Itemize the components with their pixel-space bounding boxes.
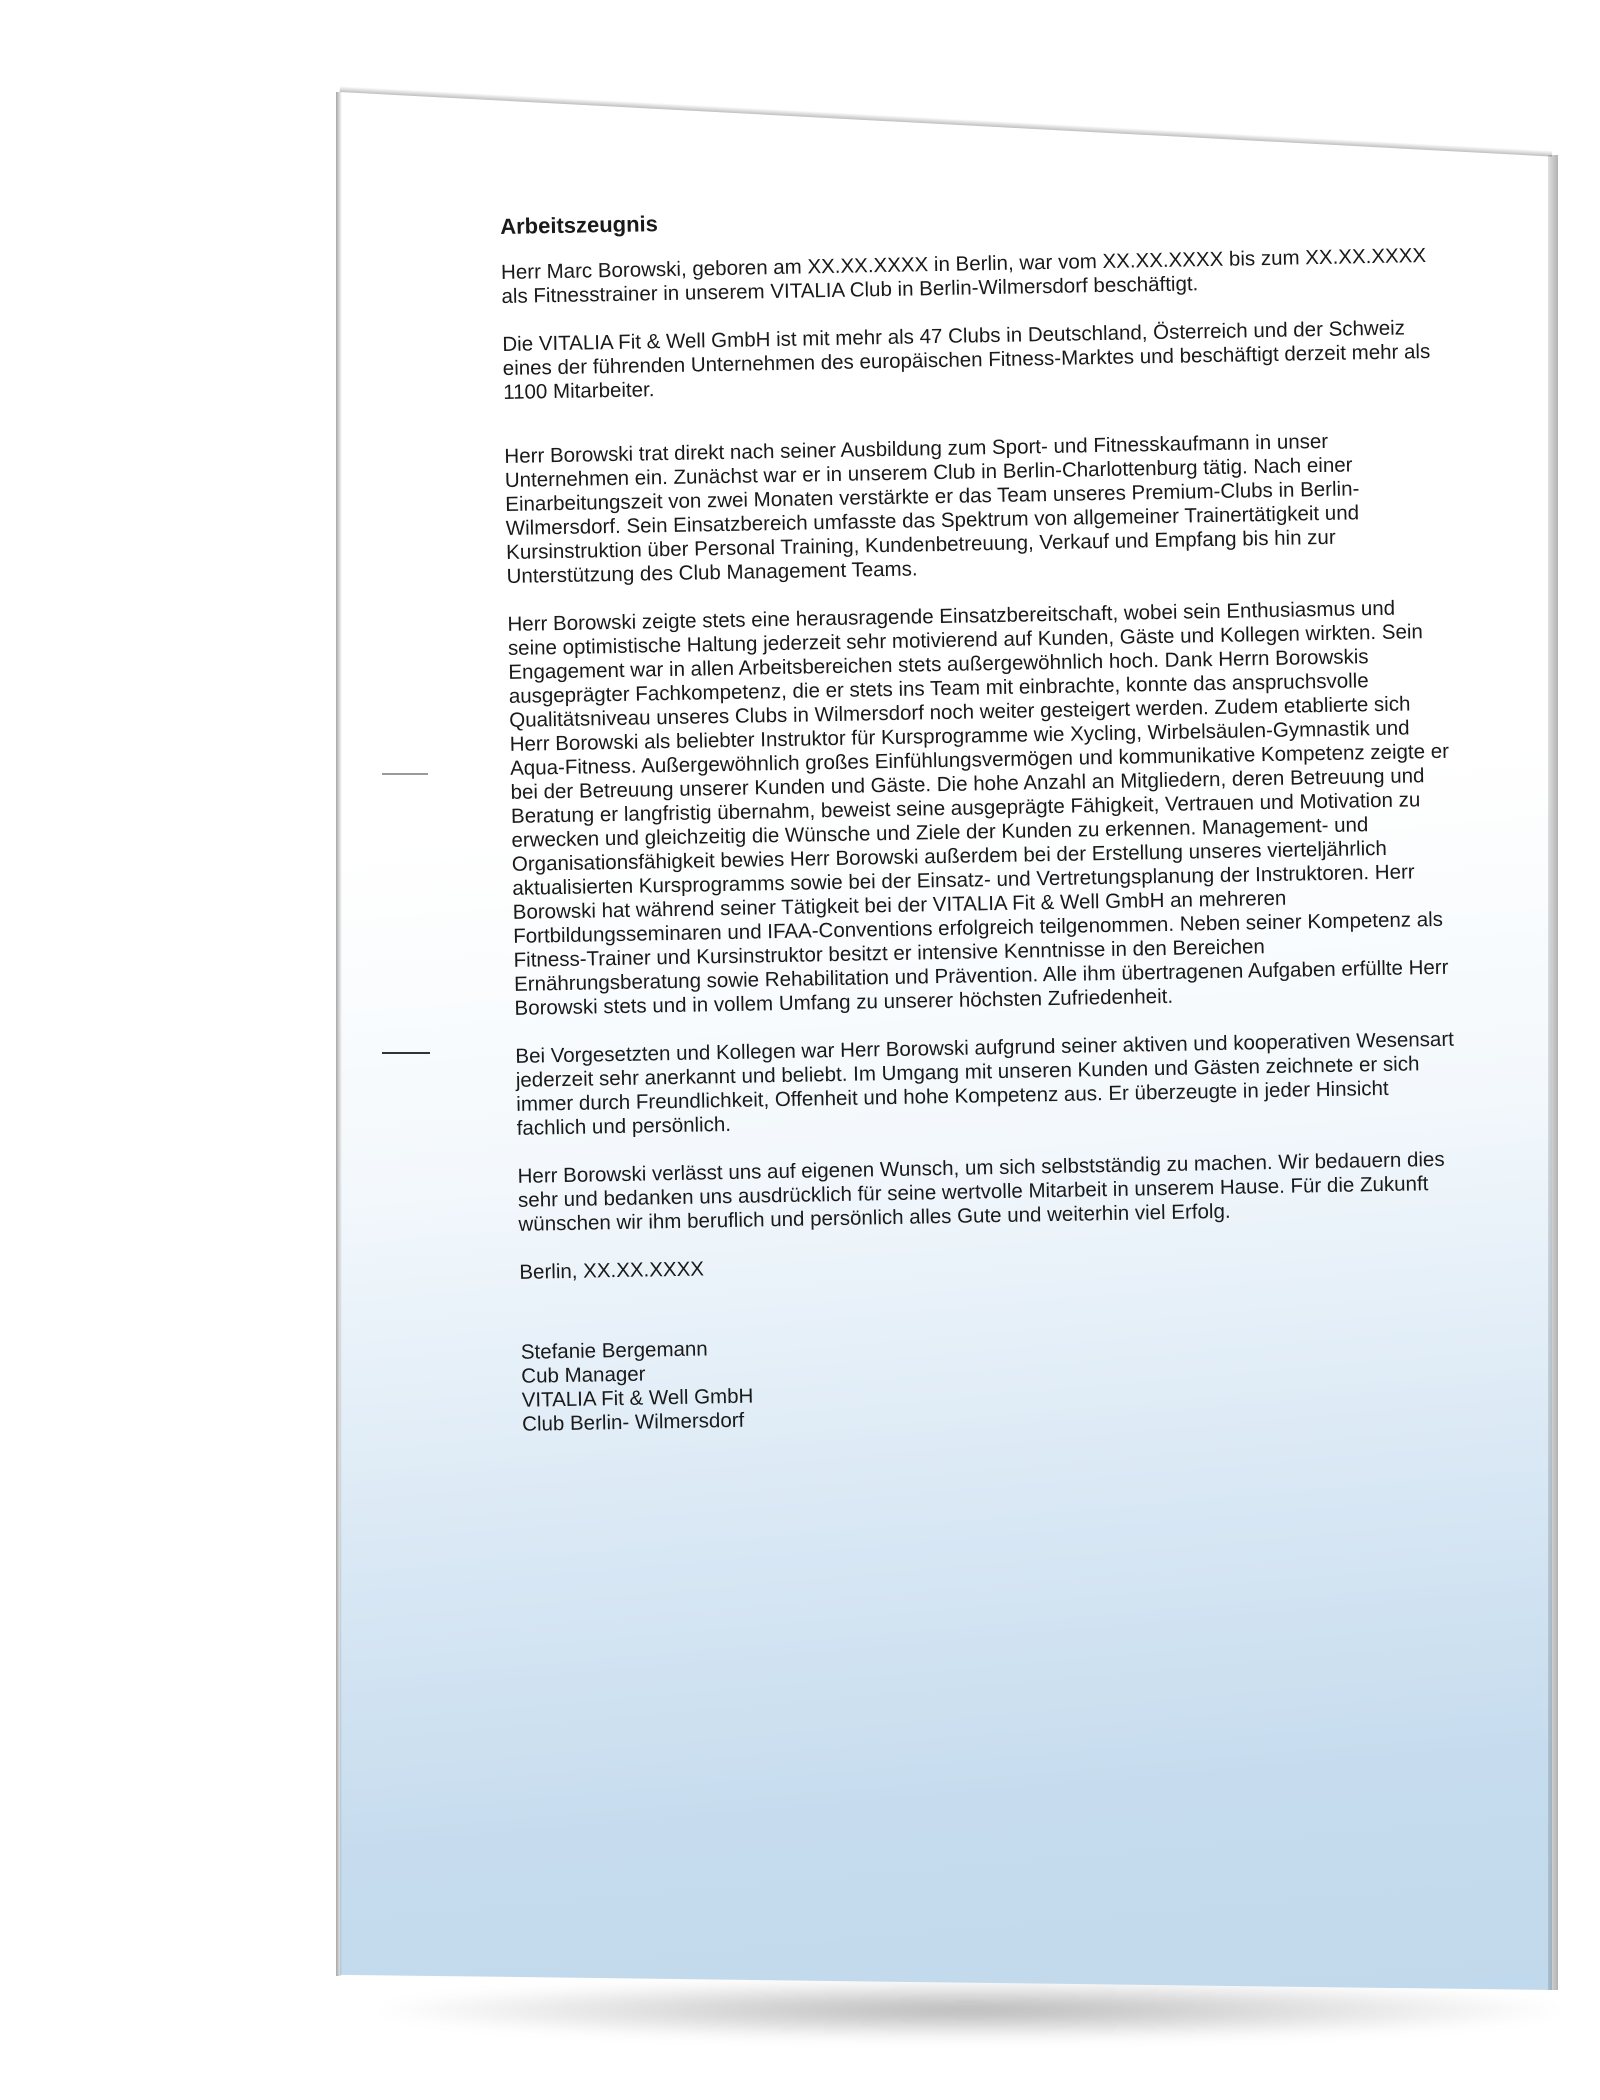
sheet-left-edge xyxy=(336,92,342,1976)
signatory-role: Cub Manager xyxy=(521,1362,646,1388)
signatory-company: VITALIA Fit & Well GmbH xyxy=(521,1384,754,1412)
sheet-right-edge xyxy=(1548,155,1558,1990)
signature-block xyxy=(521,1324,1463,1437)
sheet-shadow xyxy=(380,1980,1560,2040)
signatory-location: Club Berlin- Wilmersdorf xyxy=(521,1408,745,1436)
signatory-name: Stefanie Bergemann xyxy=(520,1337,708,1364)
paragraph-conduct: Bei Vorgesetzten und Kollegen war Herr Borowski aufgrund seiner aktiven und kooperativen Wesensart jederzeit sehr anerkannt und beliebt. Im Umgang mit unseren Kunden und Gästen zeichnete er sich immer durch Freundlichkeit, Offenheit und hohe Kompetenz aus. Er überzeugte in jeder Hinsicht fachlich und persönlich. xyxy=(515,1027,1455,1140)
paragraph-employment: Herr Marc Borowski, geboren am XX.XX.XXXX in Berlin, war vom XX.XX.XXXX bis zum XX.XX.XXXX als Fitnesstrainer in unserem VITALIA Club in Berlin-Wilmersdorf beschäftigt. xyxy=(500,244,1427,308)
paragraph-performance: Herr Borowski zeigte stets eine herausragende Einsatzbereitschaft, wobei sein Enthusiasmus und seine optimistische Haltung jederzeit sehr motivierend auf Kunden, Gäste und Kollegen wirkten. Sein Engagement war in allen Arbeitsbereichen stets außergewöhnlich hoch. Dank Herrn Borowskis ausgeprägter Fachkompetenz, die er stets ins Team mit einbrachte, konnte das anspruchsvolle Qualitätsniveau unseres Clubs in Wilmersdorf noch weiter gesteigert werden. Zudem etablierte sich Herr Borowski als beliebter Instruktor für Kursprogramme wie Xycling, Wirbelsäulen-Gymnastik und Aqua-Fitness. Außergewöhnlich großes Einfühlungsvermögen und kommunikative Kompetenz zeigte er bei der Betreuung unserer Kunden und Gäste. Die hohe Anzahl an Mitgliedern, deren Betreuung und Beratung er langfristig übernahm, beweist seine ausgeprägte Fähigkeit, Vertrauen und Motivation zu erwecken und gleichzeitig die Wünsche und Ziele der Kunden zu erkennen. Management- und Organisationsfähigkeit bewies Herr Borowski außerdem bei der Erstellung unseres vierteljährlich aktualisierten Kursprogramms sowie bei der Einsatz- und Vertretungsplanung der Instruktoren. Herr Borowski hat während seiner Tätigkeit bei der VITALIA Fit & Well GmbH an mehreren Fortbildungsseminaren und IFAA-Conventions erfolgreich teilgenommen. Neben seiner Kompetenz als Fitness-Trainer und Kursinstruktor besitzt er intensive Kenntnisse in den Bereichen Ernährungsberatung sowie Rehabilitation und Prävention. Alle ihm übertragenen Aufgaben erfüllte Herr Borowski stets und in vollem Umfang zu unserer höchsten Zufriedenheit. xyxy=(507,596,1450,1020)
punch-mark xyxy=(382,1052,430,1054)
paragraph-career: Herr Borowski trat direkt nach seiner Ausbildung zum Sport- und Fitnesskaufmann in unser Unternehmen ein. Zunächst war er in unserem Club in Berlin-Charlottenburg tätig. Nach einer Einarbeitungszeit von zwei Monaten verstärkte er das Team unseres Premium-Clubs in Berlin-Wilmersdorf. Sein Einsatzbereich umfasste das Spektrum von allgemeiner Trainertätigkeit und Kursinstruktion über Personal Training, Kundenbetreuung, Verkauf und Empfang bis hin zur Unterstützung des Club Management Teams. xyxy=(504,429,1360,588)
paragraph-company: Die VITALIA Fit & Well GmbH ist mit mehr als 47 Clubs in Deutschland, Österreich und der Schweiz eines der führenden Unternehmen des europäischen Fitness-Marktes und beschäftigt derzeit mehr als 1100 Mitarbeiter. xyxy=(502,316,1431,404)
place-date: Berlin, XX.XX.XXXX xyxy=(519,1257,705,1284)
paragraph-closing: Herr Borowski verlässt uns auf eigenen Wunsch, um sich selbstständig zu machen. Wir bedauern dies sehr und bedanken uns ausdrücklich für seine wertvolle Mitarbeit in unserem Hause. Für die Zukunft wünschen wir ihm beruflich und persönlich alles Gute und weiterhin viel Erfolg. xyxy=(517,1147,1445,1236)
document-title: Arbeitszeugnis xyxy=(499,211,659,239)
document-body xyxy=(500,198,1462,1437)
fold-mark-upper xyxy=(382,773,428,775)
